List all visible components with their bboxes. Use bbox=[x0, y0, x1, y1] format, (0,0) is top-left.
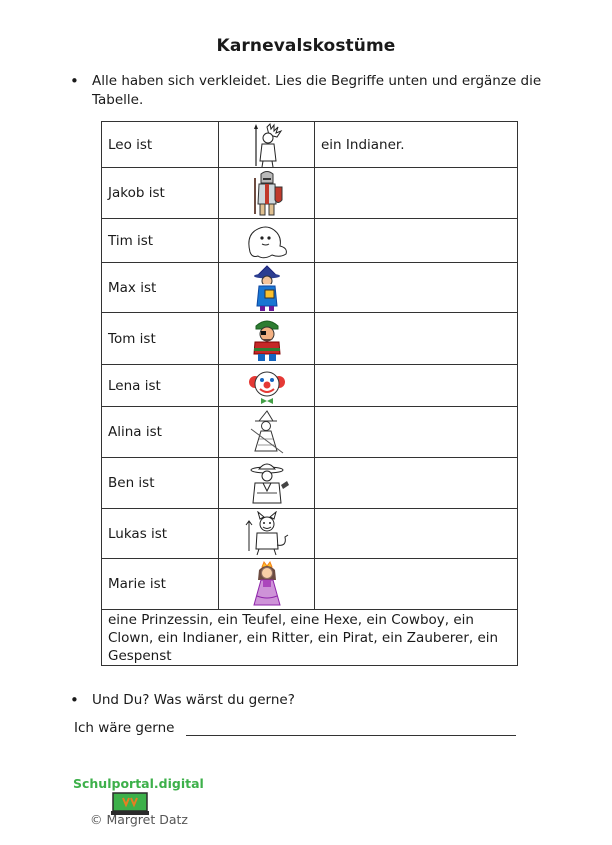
child-name: Tom ist bbox=[102, 313, 219, 365]
picture-cell bbox=[219, 365, 315, 407]
picture-cell bbox=[219, 458, 315, 509]
table-row bbox=[102, 263, 518, 313]
pirate-icon bbox=[247, 316, 287, 362]
picture-cell bbox=[219, 313, 315, 365]
answer-prompt: Ich wäre gerne bbox=[74, 720, 175, 736]
child-name: Tim ist bbox=[102, 219, 219, 263]
answer-cell[interactable] bbox=[315, 313, 518, 365]
bullet-point: • bbox=[70, 691, 79, 709]
answer-cell[interactable] bbox=[315, 407, 518, 458]
copyright-text: © Margret Datz bbox=[90, 812, 188, 827]
indian-icon bbox=[247, 123, 287, 167]
answer-cell[interactable] bbox=[315, 458, 518, 509]
knight-icon bbox=[247, 170, 287, 216]
question-text: Und Du? Was wärst du gerne? bbox=[92, 692, 295, 708]
child-name: Marie ist bbox=[102, 559, 219, 610]
picture-cell bbox=[219, 219, 315, 263]
devil-icon bbox=[243, 511, 291, 557]
table-row bbox=[102, 458, 518, 509]
child-name: Jakob ist bbox=[102, 168, 219, 219]
table-row bbox=[102, 219, 518, 263]
witch-icon bbox=[245, 409, 289, 455]
answer-cell[interactable] bbox=[315, 219, 518, 263]
picture-cell bbox=[219, 407, 315, 458]
table-row bbox=[102, 610, 518, 666]
answer-cell[interactable] bbox=[315, 365, 518, 407]
costume-table bbox=[101, 121, 518, 666]
logo-text: Schulportal.digital bbox=[73, 776, 204, 791]
picture-cell bbox=[219, 263, 315, 313]
table-row bbox=[102, 313, 518, 365]
table-row bbox=[102, 559, 518, 610]
child-name: Lena ist bbox=[102, 365, 219, 407]
table-row bbox=[102, 365, 518, 407]
answer-cell[interactable] bbox=[315, 509, 518, 559]
child-name: Lukas ist bbox=[102, 509, 219, 559]
table-row bbox=[102, 509, 518, 559]
table-row bbox=[102, 122, 518, 168]
page-title: Karnevalskostüme bbox=[216, 36, 396, 56]
ghost-icon bbox=[242, 222, 292, 260]
answer-cell[interactable] bbox=[315, 168, 518, 219]
table-row bbox=[102, 168, 518, 219]
cowboy-icon bbox=[243, 459, 291, 507]
picture-cell bbox=[219, 122, 315, 168]
word-box: eine Prinzessin, ein Teufel, eine Hexe, ein Cowboy, ein Clown, ein Indianer, ein Ritter, ein Pirat, ein Zauberer, ein Gespenst bbox=[102, 610, 518, 666]
picture-cell bbox=[219, 509, 315, 559]
clown-icon bbox=[247, 366, 287, 406]
answer-cell[interactable] bbox=[315, 263, 518, 313]
bullet-point: • bbox=[70, 72, 79, 90]
child-name: Alina ist bbox=[102, 407, 219, 458]
child-name: Leo ist bbox=[102, 122, 219, 168]
child-name: Ben ist bbox=[102, 458, 219, 509]
table-row bbox=[102, 407, 518, 458]
child-name: Max ist bbox=[102, 263, 219, 313]
answer-cell[interactable]: ein Indianer. bbox=[315, 122, 518, 168]
answer-line[interactable] bbox=[186, 735, 516, 736]
wizard-icon bbox=[247, 264, 287, 312]
picture-cell bbox=[219, 168, 315, 219]
answer-cell[interactable] bbox=[315, 559, 518, 610]
instruction-text: Alle haben sich verkleidet. Lies die Begriffe unten und ergänze die Tabelle. bbox=[92, 73, 542, 108]
picture-cell bbox=[219, 559, 315, 610]
princess-icon bbox=[247, 560, 287, 608]
